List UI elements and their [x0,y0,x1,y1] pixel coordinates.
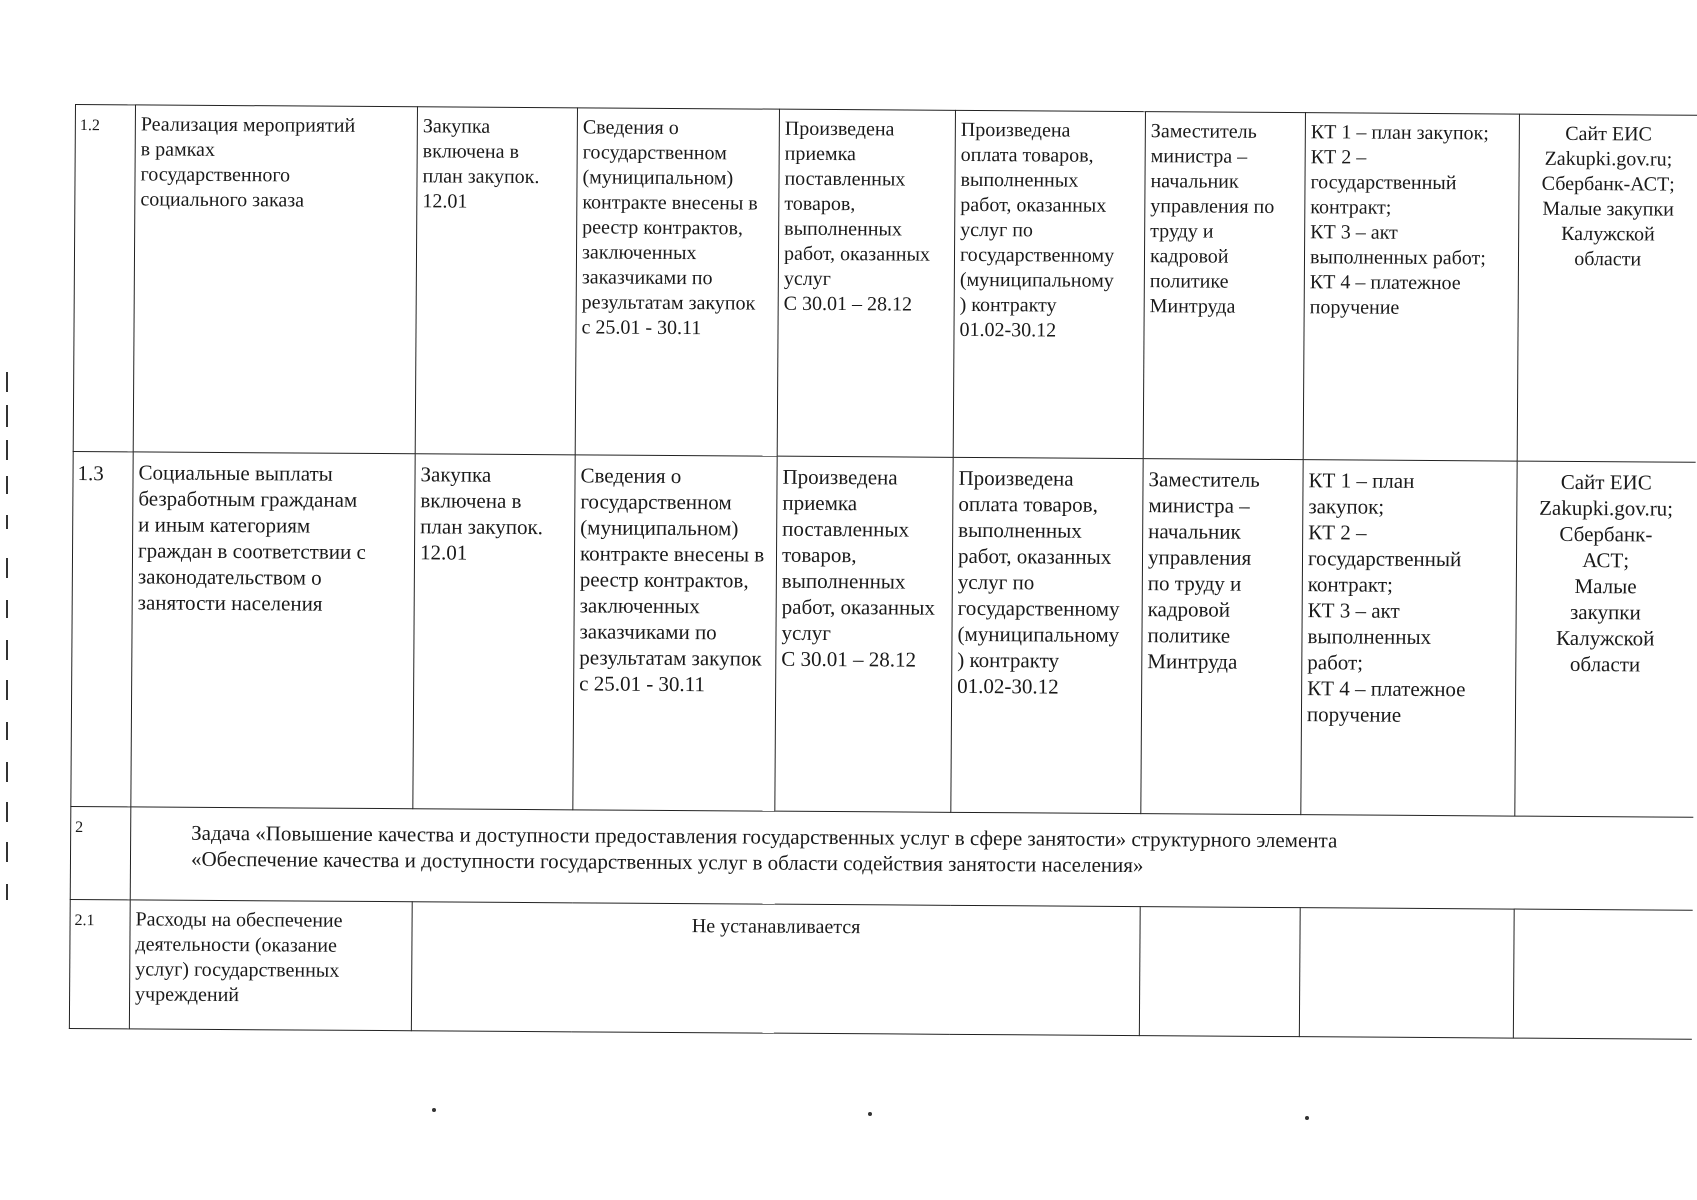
scan-mark [6,680,8,700]
scan-dot [1305,1116,1309,1120]
responsible-person: Заместитель министра – начальник управления по труду и кадровой политике Минтруда [1143,112,1305,460]
scan-dot [868,1112,872,1116]
control-event-1: Закупка включена в план закупок. 12.01 [413,454,575,810]
scan-mark [6,842,8,862]
task-title: Задача «Повышение качества и доступности предоставления государственных услуг в сфере занятости» структурного элемента «Обеспечение качества и доступности государственных услуг в области содействия занятости населения» [130,807,1693,910]
confirming-documents-empty [1299,908,1514,1038]
not-set-note: Не устанавливается [411,902,1140,1036]
scan-mark [6,372,8,392]
row-number: 1.3 [71,451,133,806]
confirming-documents: КТ 1 – план закупок; КТ 2 – государственный контракт; КТ 3 – акт выполненных работ; КТ 4 – платежное поручение [1301,460,1517,816]
scan-mark [6,558,8,578]
control-event-1: Закупка включена в план закупок. 12.01 [415,107,577,455]
control-event-2: Сведения о государственном (муниципальном) контракте внесены в реестр контрактов, заключенных заказчиками по результатам закупок с 25.01 - 30.11 [575,108,779,456]
row-number: 2 [70,806,131,899]
scan-dot [432,1108,436,1112]
measure-name: Социальные выплаты безработным гражданам и иным категориям граждан в соответствии с законодательством о занятости населения [131,452,415,809]
measure-name: Расходы на обеспечение деятельности (оказание услуг) государственных учреждений [129,900,412,1031]
table-row [69,899,1692,1039]
scan-mark [6,405,8,427]
scan-mark [6,476,8,494]
plan-table [69,104,1697,1040]
scan-mark [6,884,8,900]
task-row [70,806,1693,910]
information-system: Сайт ЕИС Zakupki.gov.ru; Сбербанк- АСТ; Малые закупки Калужской области [1515,461,1695,817]
scan-mark [6,722,8,740]
scan-mark [6,600,8,618]
scan-mark [6,515,8,529]
scan-mark [6,440,8,460]
table-row [71,451,1695,817]
confirming-documents: КТ 1 – план закупок; КТ 2 – государственный контракт; КТ 3 – акт выполненных работ; КТ 4 – платежное поручение [1303,113,1519,461]
scan-mark [6,640,8,660]
row-number: 1.2 [73,105,135,452]
control-event-4: Произведена оплата товаров, выполненных работ, оказанных услуг по государственному (муниципальному ) контракту 01.02-30.12 [951,457,1143,813]
scan-mark [6,802,8,822]
measure-name: Реализация мероприятий в рамках государственного социального заказа [133,105,417,454]
information-system: Сайт ЕИС Zakupki.gov.ru; Сбербанк-АСТ; Малые закупки Калужской области [1517,114,1697,462]
scan-mark [6,762,8,782]
row-number: 2.1 [69,899,130,1028]
control-event-3: Произведена приемка поставленных товаров, выполненных работ, оказанных услуг С 30.01 – 28.12 [775,456,953,812]
responsible-person: Заместитель министра – начальник управления по труду и кадровой политике Минтруда [1141,459,1303,815]
control-event-4: Произведена оплата товаров, выполненных работ, оказанных услуг по государственному (муниципальному ) контракту 01.02-30.12 [953,110,1145,458]
control-event-2: Сведения о государственном (муниципальном) контракте внесены в реестр контрактов, заключенных заказчиками по результатам закупок с 25.01 - 30.11 [573,455,777,811]
responsible-person-empty [1139,907,1300,1037]
information-system-empty [1513,909,1692,1039]
table-row [73,105,1697,463]
control-event-3: Произведена приемка поставленных товаров, выполненных работ, оказанных услуг С 30.01 – 28.12 [777,109,955,457]
